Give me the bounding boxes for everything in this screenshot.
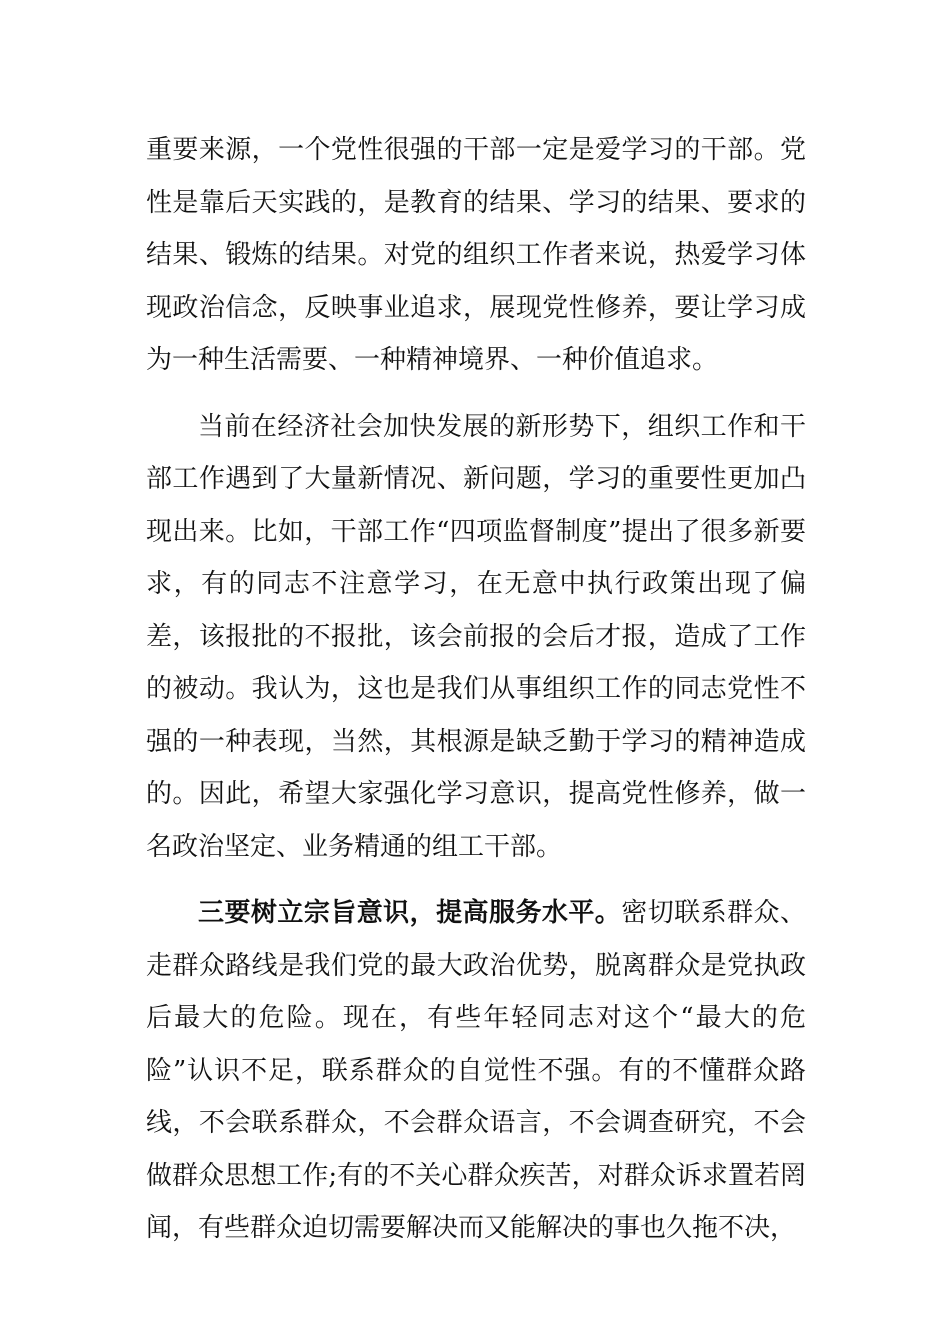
paragraph-2: [146, 401, 806, 874]
paragraph-2-text: 当前在经济社会加快发展的新形势下，组织工作和干部工作遇到了大量新情况、新问题，学习的重要性更加凸现出来。比如，干部工作“四项监督制度”提出了很多新要求，有的同志不注意学习，在无意中执行政策出现了偏差，该报批的不报批，该会前报的会后才报，造成了工作的被动。我认为，这也是我们从事组织工作的同志党性不强的一种表现，当然，其根源是缺乏勤于学习的精神造成的。因此，希望大家强化学习意识，提高党性修养，做一名政治坚定、业务精通的组工干部。: [146, 411, 806, 862]
paragraph-3-heading: 三要树立宗旨意识，提高服务水平。: [198, 898, 622, 928]
document-page: [146, 124, 806, 1269]
paragraph-1-text: 重要来源，一个党性很强的干部一定是爱学习的干部。党性是靠后天实践的，是教育的结果、学习的结果、要求的结果、锻炼的结果。对党的组织工作者来说，热爱学习体现政治信念，反映事业追求，展现党性修养，要让学习成为一种生活需要、一种精神境界、一种价值追求。: [146, 135, 806, 375]
paragraph-3-text: 密切联系群众、走群众路线是我们党的最大政治优势，脱离群众是党执政后最大的危险。现在，有些年轻同志对这个“最大的危险”认识不足，联系群众的自觉性不强。有的不懂群众路线，不会联系群众，不会群众语言，不会调查研究，不会做群众思想工作;有的不关心群众疾苦，对群众诉求置若罔闻，有些群众迫切需要解决而又能解决的事也久拖不决，: [146, 898, 806, 1243]
paragraph-3: [146, 887, 806, 1255]
paragraph-1: [146, 124, 806, 387]
